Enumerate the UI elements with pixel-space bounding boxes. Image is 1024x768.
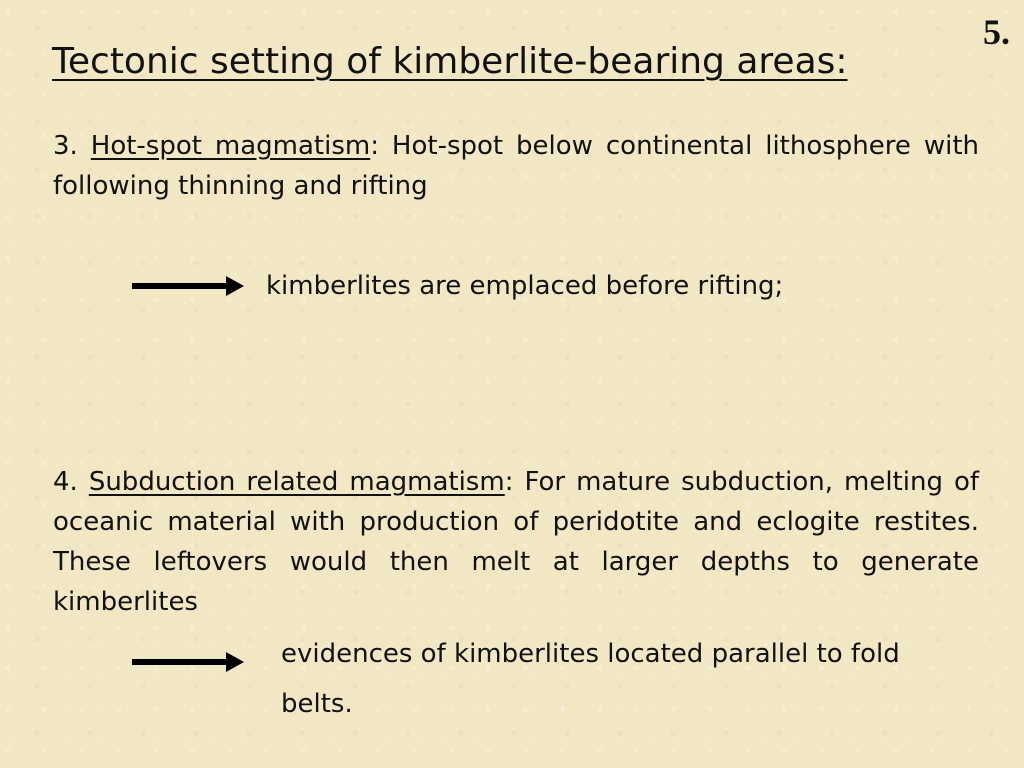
section-4-result-line-1: evidences of kimberlites located parallel to fold [281,639,900,669]
right-arrow-icon [132,652,244,672]
section-3-number: 3. [53,131,78,161]
section-3-paragraph [53,126,979,206]
section-4-result [281,629,961,729]
right-arrow-icon [132,276,244,296]
section-4-number: 4. [53,467,78,497]
slide-number: 5. [983,12,1010,52]
section-3-text: : Hot-spot below continental lithosphere with following thinning and rifting [53,131,980,201]
section-3-result: kimberlites are emplaced before rifting; [266,271,784,301]
section-4-text: : For mature subduction, melting of oceanic material with production of peridotite and eclogite restites. These leftovers would then melt at larger depths to generate kimberlites [53,467,980,617]
section-4-heading: Subduction related magmatism [88,467,505,497]
section-3-heading: Hot-spot magmatism [90,131,371,161]
slide-title: Tectonic setting of kimberlite-bearing areas: [52,41,848,82]
section-4-paragraph [53,462,979,622]
section-4-result-line-2: belts. [281,689,353,719]
